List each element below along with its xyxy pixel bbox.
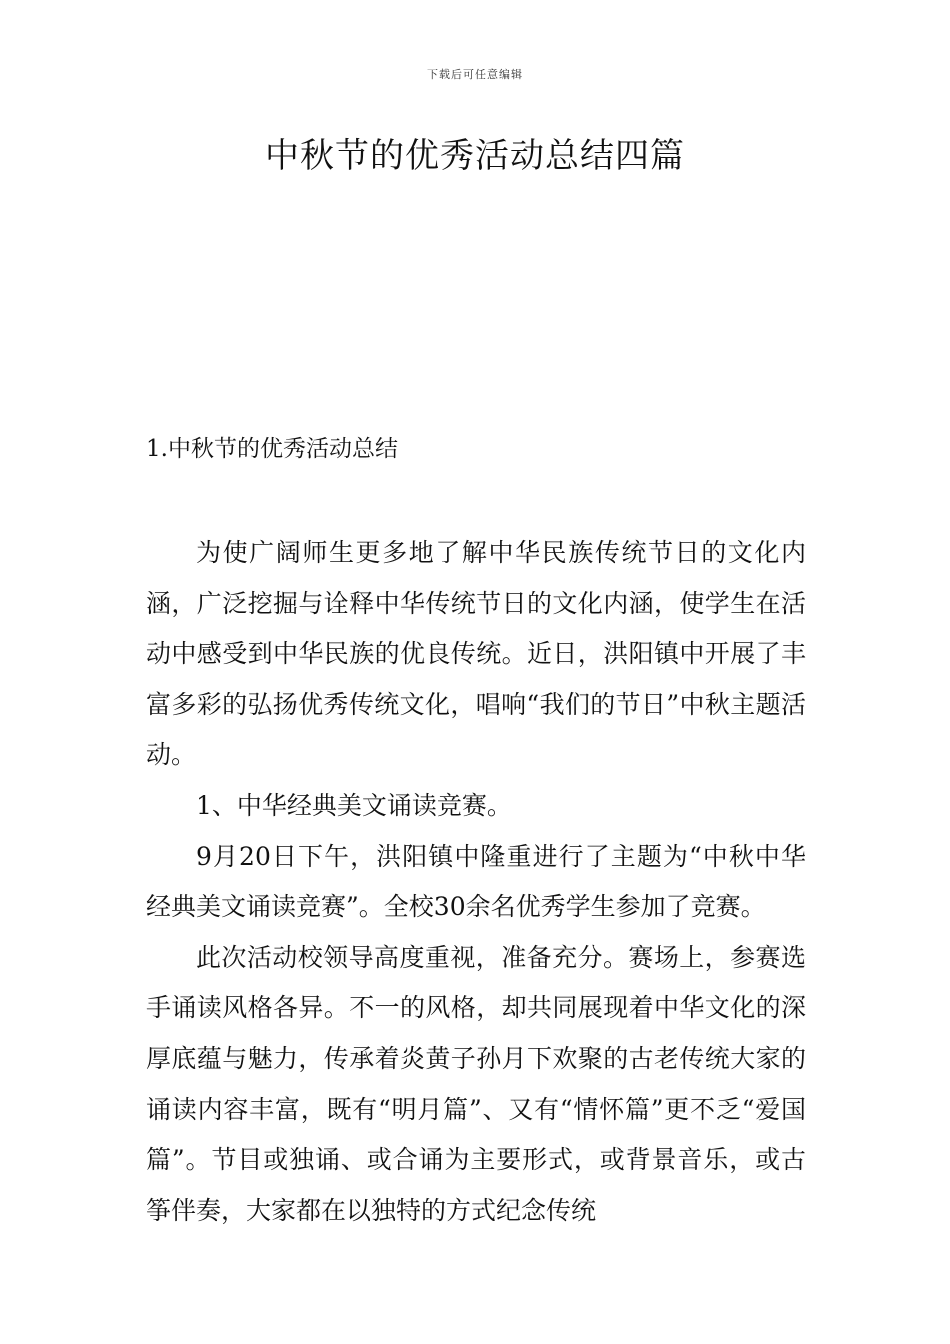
paragraph-date: 9月20日下午，洪阳镇中隆重进行了主题为“中秋中华经典美文诵读竞赛”。全校30余名优秀学生参加了竞赛。 bbox=[146, 841, 806, 922]
document-title: 中秋节的优秀活动总结四篇 bbox=[265, 136, 685, 176]
header-note: 下载后可任意编辑 bbox=[427, 68, 523, 81]
paragraph-intro: 为使广阔师生更多地了解中华民族传统节日的文化内涵，广泛挖掘与诠释中华传统节日的文化内涵，使学生在活动中感受到中华民族的优良传统。近日，洪阳镇中开展了丰富多彩的弘扬优秀传统文化，唱响“我们的节日”中秋主题活动。 bbox=[146, 538, 806, 770]
body-text bbox=[146, 528, 806, 1236]
paragraph-details: 此次活动校领导高度重视，准备充分。赛场上，参赛选手诵读风格各异。不一的风格，却共同展现着中华文化的深厚底蕴与魅力，传承着炎黄子孙月下欢聚的古老传统大家的诵读内容丰富，既有“明月篇”、又有“情怀篇”更不乏“爱国篇”。节目或独诵、或合诵为主要形式，或背景音乐，或古筝伴奏，大家都在以独特的方式纪念传统 bbox=[146, 942, 806, 1225]
section-heading: 1.中秋节的优秀活动总结 bbox=[146, 436, 398, 462]
paragraph-item-1: 1、中华经典美文诵读竞赛。 bbox=[196, 790, 512, 820]
